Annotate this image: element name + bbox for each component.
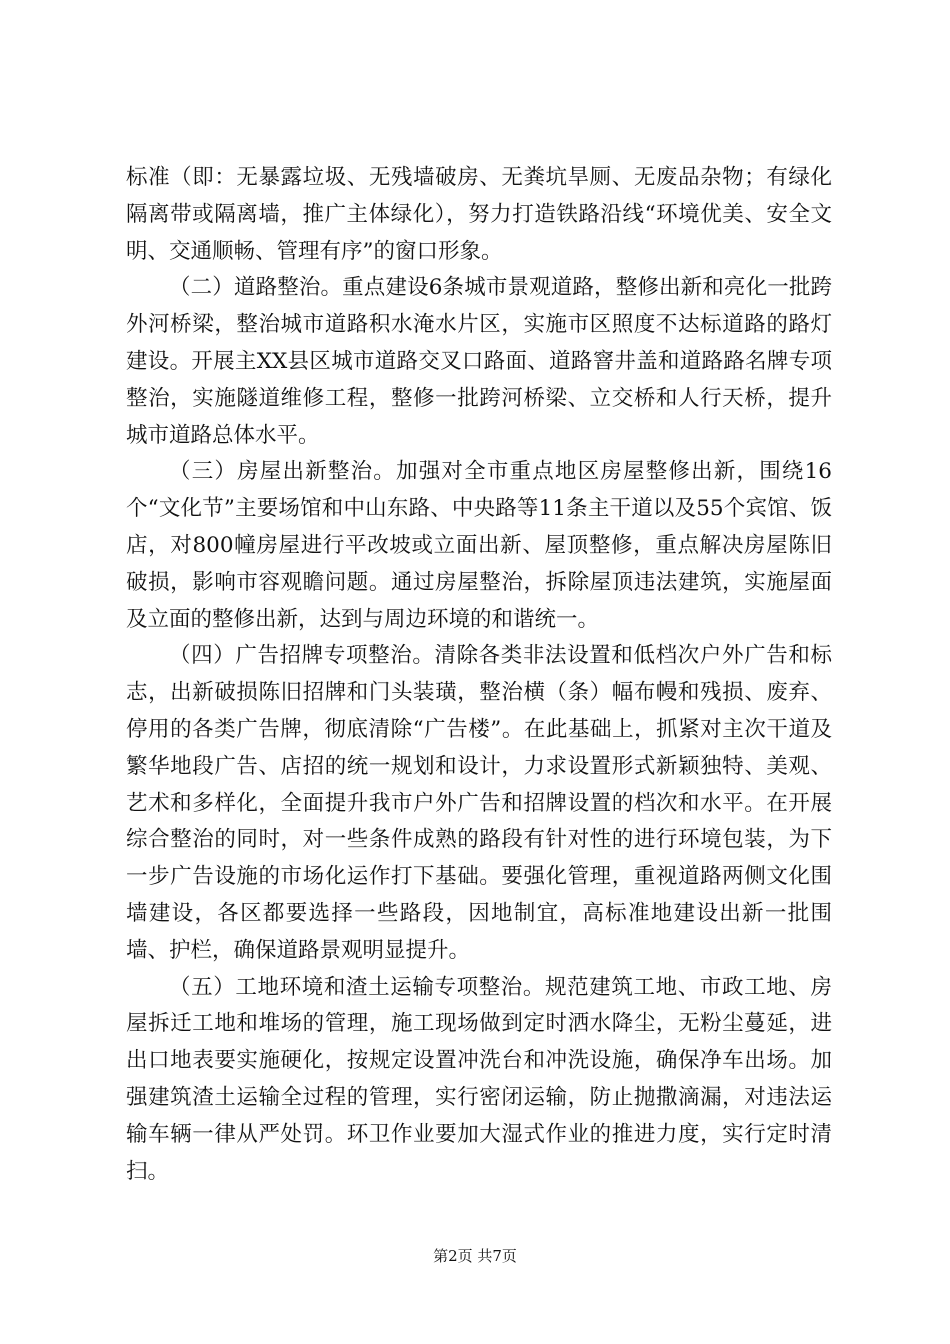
- paragraph-billboard-renovation: （四）广告招牌专项整治。清除各类非法设置和低档次户外广告和标志，出新破损陈旧招牌和门头装璜，整治横（条）幅布幔和残损、废弃、停用的各类广告牌，彻底清除“广告楼”。在此基础上，抓紧对主次干道及繁华地段广告、店招的统一规划和设计，力求设置形式新颖独特、美观、艺术和多样化，全面提升我市户外广告和招牌设置的档次和水平。在开展综合整治的同时，对一些条件成熟的路段有针对性的进行环境包装，为下一步广告设施的市场化运作打下基础。要强化管理，重视道路两侧文化围墙建设，各区都要选择一些路段，因地制宜，高标准地建设出新一批围墙、护栏，确保道路景观明显提升。: [126, 643, 832, 963]
- paragraph-continuation: 标准（即：无暴露垃圾、无残墙破房、无粪坑旱厕、无废品杂物；有绿化隔离带或隔离墙，推广主体绿化），努力打造铁路沿线“环境优美、安全文明、交通顺畅、管理有序”的窗口形象。: [126, 165, 832, 264]
- paragraph-road-renovation: （二）道路整治。重点建设6条城市景观道路，整修出新和亮化一批跨外河桥梁，整治城市道路积水淹水片区，实施市区照度不达标道路的路灯建设。开展主XX县区城市道路交叉口路面、道路窨井盖和道路路名牌专项整治，实施隧道维修工程，整修一批跨河桥梁、立交桥和人行天桥，提升城市道路总体水平。: [126, 275, 832, 448]
- paragraph-building-renovation: （三）房屋出新整治。加强对全市重点地区房屋整修出新，围绕16个“文化节”主要场馆和中山东路、中央路等11条主干道以及55个宾馆、饭店，对800幢房屋进行平改坡或立面出新、屋顶整修，重点解决房屋陈旧破损，影响市容观瞻问题。通过房屋整治，拆除屋顶违法建筑，实施屋面及立面的整修出新，达到与周边环境的和谐统一。: [126, 459, 832, 632]
- paragraph-construction-site-renovation: （五）工地环境和渣土运输专项整治。规范建筑工地、市政工地、房屋拆迁工地和堆场的管理，施工现场做到定时洒水降尘，无粉尘蔓延，进出口地表要实施硬化，按规定设置冲洗台和冲洗设施，确保净车出场。加强建筑渣土运输全过程的管理，实行密闭运输，防止抛撒滴漏，对违法运输车辆一律从严处罚。环卫作业要加大湿式作业的推进力度，实行定时清扫。: [126, 974, 832, 1184]
- document-body: [126, 160, 832, 1190]
- page-number: 第2页 共7页: [433, 1247, 517, 1265]
